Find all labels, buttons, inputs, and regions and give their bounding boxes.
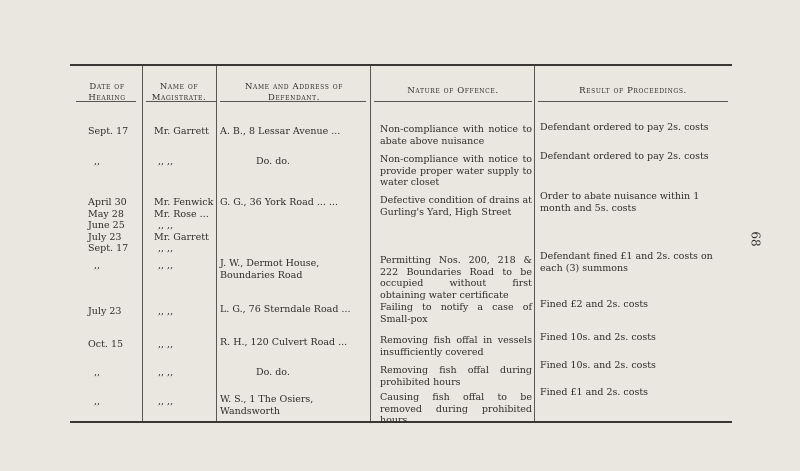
- cell-magistrate: ,, ,,: [158, 156, 174, 167]
- cell-offence: Non-compliance with notice to provide proper water supply to water closet: [380, 154, 532, 188]
- column-divider: [142, 66, 143, 421]
- cell-date: ,,: [94, 367, 101, 378]
- cell-offence: Defective condition of drains at Gurling's Yard, High Street: [380, 195, 532, 218]
- column-divider: [216, 66, 217, 421]
- cell-defendant: J. W., Dermot House, Boundaries Road: [220, 258, 320, 281]
- cell-magistrate: Mr. Garrett: [154, 126, 209, 137]
- cell-magistrate: ,, ,,: [158, 306, 174, 317]
- cell-result: Defendant fined £1 and 2s. costs on each (3) summons: [540, 251, 713, 274]
- header-result: Result of Proceedings.: [579, 86, 687, 96]
- cell-result: Fined 10s. and 2s. costs: [540, 332, 656, 343]
- cell-offence: Non-compliance with notice to abate above nuisance: [380, 124, 532, 147]
- header-date: Date of Hearing: [88, 82, 126, 103]
- cell-defendant: A. B., 8 Lessar Avenue ...: [220, 126, 341, 137]
- cell-defendant: G. G., 36 York Road ... ...: [220, 197, 338, 208]
- cell-defendant: W. S., 1 The Osiers, Wandsworth: [220, 394, 314, 417]
- magistrate-line: Mr. Garrett: [154, 231, 209, 243]
- header-underline: [374, 101, 532, 102]
- magistrate-line: ,, ,,: [158, 243, 174, 254]
- cell-date: July 23: [88, 306, 122, 317]
- cell-result: Defendant ordered to pay 2s. costs: [540, 151, 709, 162]
- cell-defendant: Do. do.: [256, 156, 290, 167]
- cell-date: Oct. 15: [88, 339, 124, 350]
- cell-magistrate-list: [154, 197, 213, 255]
- cell-date: Sept. 17: [88, 126, 129, 137]
- cell-offence: Failing to notify a case of Small-pox: [380, 302, 532, 325]
- header-offence: Nature of Offence.: [407, 86, 499, 96]
- cell-offence: Permitting Nos. 200, 218 & 222 Boundaries Road to be occupied without first obtaining water certificate: [380, 255, 532, 301]
- cell-result: Fined 10s. and 2s. costs: [540, 360, 656, 371]
- cell-defendant: L. G., 76 Sterndale Road ...: [220, 304, 351, 315]
- magistrate-line: Mr. Rose ...: [154, 208, 209, 220]
- magistrate-line: Mr. Fenwick: [154, 197, 214, 208]
- magistrate-line: ,, ,,: [158, 220, 174, 231]
- cell-magistrate: ,, ,,: [158, 396, 174, 407]
- table-top-rule: [70, 64, 732, 66]
- header-underline: [538, 101, 728, 102]
- cell-result: Fined £1 and 2s. costs: [540, 387, 649, 398]
- cell-magistrate: ,, ,,: [158, 339, 174, 350]
- cell-date: ,,: [94, 396, 101, 407]
- date-line: July 23: [88, 231, 122, 243]
- cell-result: Fined £2 and 2s. costs: [540, 299, 649, 310]
- cell-offence: Removing fish offal in vessels insufficiently covered: [380, 335, 532, 358]
- column-divider: [370, 66, 371, 421]
- header-defendant: Name and Address of Defendant.: [244, 82, 344, 103]
- header-magistrate: Name of Magistrate.: [151, 82, 207, 103]
- cell-offence: Causing fish offal to be removed during prohibited hours: [380, 392, 532, 426]
- date-line: June 25: [88, 220, 125, 231]
- cell-date: ,,: [94, 260, 101, 271]
- cell-magistrate: ,, ,,: [158, 260, 174, 271]
- cell-date: ,,: [94, 156, 101, 167]
- cell-result: Order to abate nuisance within 1 month and 5s. costs: [540, 191, 700, 214]
- cell-result: Defendant ordered to pay 2s. costs: [540, 122, 709, 133]
- date-line: Sept. 17: [88, 243, 129, 254]
- column-divider: [534, 66, 535, 421]
- cell-defendant: R. H., 120 Culvert Road ...: [220, 337, 348, 348]
- cell-defendant: Do. do.: [256, 367, 290, 378]
- proceedings-table: [70, 64, 732, 424]
- cell-magistrate: ,, ,,: [158, 367, 174, 378]
- date-line: May 28: [88, 208, 124, 220]
- cell-offence: Removing fish offal during prohibited hours: [380, 365, 532, 388]
- cell-date-list: [88, 197, 128, 255]
- date-line: April 30: [88, 197, 127, 208]
- page-number: 68: [748, 231, 763, 247]
